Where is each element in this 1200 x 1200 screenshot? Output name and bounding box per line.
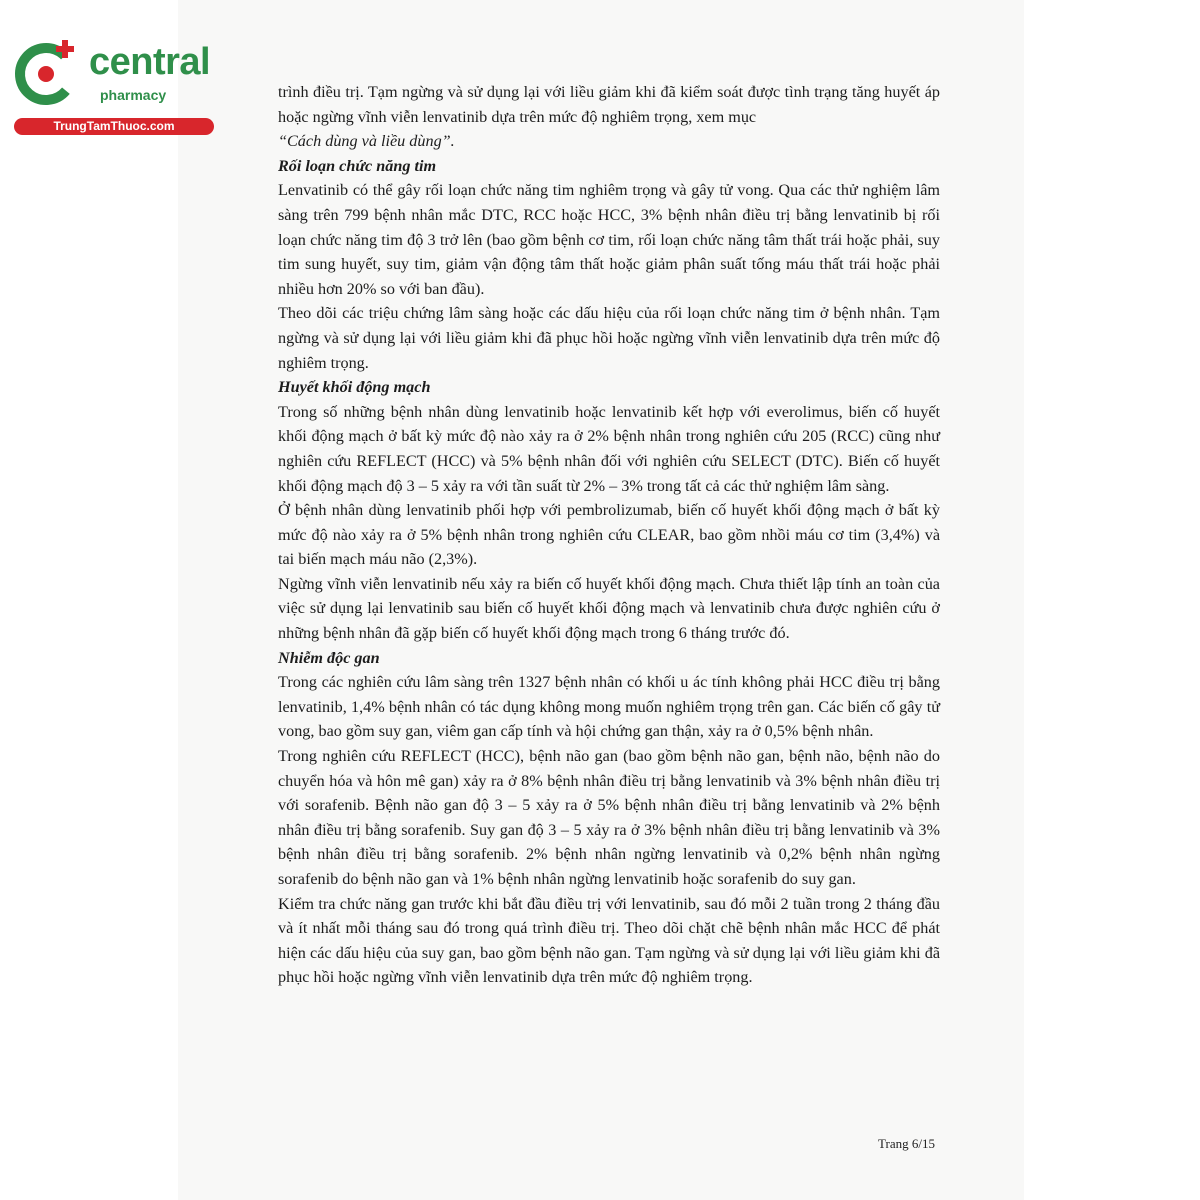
page-number: Trang 6/15	[878, 1136, 935, 1151]
paragraph: Trong số những bệnh nhân dùng lenvatinib hoặc lenvatinib kết hợp với everolimus, biến cố huyết khối động mạch ở bất kỳ mức độ nào xảy ra ở 2% bệnh nhân trong nghiên cứu 205 (RCC) cũng như nghiên cứu REFLECT (HCC) và 5% bệnh nhân đối với nghiên cứu SELECT (DTC). Biến cố huyết khối động mạch độ 3 – 5 xảy ra với tần suất từ 2% – 3% trong tất cả các thử nghiệm lâm sàng.	[278, 402, 940, 495]
paragraph: Lenvatinib có thể gây rối loạn chức năng tim nghiêm trọng và gây tử vong. Qua các thử nghiệm lâm sàng trên 799 bệnh nhân mắc DTC, RCC hoặc HCC, 3% bệnh nhân điều trị bằng lenvatinib bị rối loạn chức năng tim độ 3 trở lên (bao gồm bệnh cơ tim, rối loạn chức năng tâm thất trái hoặc phải, suy tim sung huyết, suy tim, giảm vận động tâm thất hoặc giảm phân suất tống máu thất trái hoặc phải nhiều hơn 20% so với ban đầu).	[278, 181, 940, 298]
section-heading-arterial-thrombosis: Huyết khối động mạch	[278, 378, 431, 397]
brand-sub: pharmacy	[100, 87, 167, 103]
central-pharmacy-logo[interactable]	[10, 38, 215, 138]
section-heading-cardiac: Rối loạn chức năng tim	[278, 156, 437, 175]
brand-website[interactable]: TrungTamThuoc.com	[14, 118, 214, 135]
paragraph: Ở bệnh nhân dùng lenvatinib phối hợp với pembrolizumab, biến cố huyết khối động mạch ở bất kỳ mức độ nào xảy ra ở 5% bệnh nhân trong nghiên cứu CLEAR, bao gồm nhồi máu cơ tim (3,4%) và tai biến mạch máu não (2,3%).	[278, 501, 940, 569]
paragraph: Trong nghiên cứu REFLECT (HCC), bệnh não gan (bao gồm bệnh não gan, bệnh não, bệnh não do chuyển hóa và hôn mê gan) xảy ra ở 8% bệnh nhân điều trị bằng lenvatinib và 3% bệnh nhân điều trị với sorafenib. Bệnh não gan độ 3 – 5 xảy ra ở 5% bệnh nhân điều trị bằng lenvatinib và 2% bệnh nhân điều trị bằng sorafenib. Suy gan độ 3 – 5 xảy ra ở 3% bệnh nhân điều trị bằng lenvatinib và 3% bệnh nhân điều trị bằng sorafenib. 2% bệnh nhân ngừng lenvatinib và 0,2% bệnh nhân ngừng sorafenib do bệnh não gan và 1% bệnh nhân ngừng lenvatinib hoặc sorafenib do suy gan.	[278, 747, 940, 888]
document-body	[278, 80, 940, 990]
paragraph: Trong các nghiên cứu lâm sàng trên 1327 bệnh nhân có khối u ác tính không phải HCC điều trị bằng lenvatinib, 1,4% bệnh nhân có tác dụng không mong muốn nghiêm trọng trên gan. Các biến cố gây tử vong, bao gồm suy gan, viêm gan cấp tính và hội chứng gan thận, xảy ra ở 0,5% bệnh nhân.	[278, 673, 940, 741]
paragraph: Ngừng vĩnh viễn lenvatinib nếu xảy ra biến cố huyết khối động mạch. Chưa thiết lập tính an toàn của việc sử dụng lại lenvatinib sau biến cố huyết khối động mạch và lenvatinib chưa được nghiên cứu ở những bệnh nhân đã gặp biến cố huyết khối động mạch trong 6 tháng trước đó.	[278, 574, 940, 643]
brand-name: central	[89, 41, 211, 83]
section-reference: “Cách dùng và liều dùng”.	[278, 132, 455, 151]
paragraph: trình điều trị. Tạm ngừng và sử dụng lại với liều giảm khi đã kiểm soát được tình trạng tăng huyết áp hoặc ngừng vĩnh viễn lenvatinib dựa trên mức độ nghiêm trọng, xem mục	[278, 83, 940, 126]
paragraph: Theo dõi các triệu chứng lâm sàng hoặc các dấu hiệu của rối loạn chức năng tim ở bệnh nhân. Tạm ngừng và sử dụng lại với liều giảm khi đã phục hồi hoặc ngừng vĩnh viễn lenvatinib dựa trên mức độ nghiêm trọng.	[278, 304, 940, 372]
central-logo-icon	[10, 38, 82, 110]
paragraph: Kiểm tra chức năng gan trước khi bắt đầu điều trị với lenvatinib, sau đó mỗi 2 tuần trong 2 tháng đầu và ít nhất mỗi tháng sau đó trong quá trình điều trị. Theo dõi chặt chẽ bệnh nhân mắc HCC để phát hiện các dấu hiệu của suy gan, bao gồm bệnh não gan. Tạm ngừng và sử dụng lại với liều giảm khi đã phục hồi hoặc ngừng vĩnh viễn lenvatinib dựa trên mức độ nghiêm trọng.	[278, 894, 940, 987]
section-heading-hepatotoxicity: Nhiễm độc gan	[278, 648, 380, 667]
